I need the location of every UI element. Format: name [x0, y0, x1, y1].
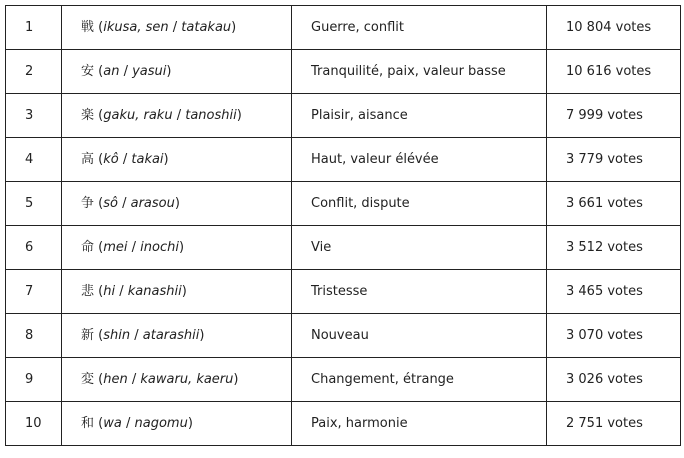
kanji-cell: 変 (hen / kawaru, kaeru) [62, 358, 292, 402]
kanji-character: 争 [81, 196, 95, 211]
kanji-cell: 和 (wa / nagomu) [62, 402, 292, 446]
votes-cell: 3 070 votes [547, 314, 681, 358]
table-row [6, 402, 681, 446]
kunyomi-reading: kawaru, kaeru [140, 372, 234, 387]
onyomi-reading: hi [103, 284, 116, 299]
kanji-character: 新 [81, 328, 95, 343]
kunyomi-reading: nagomu [134, 416, 188, 431]
onyomi-reading: wa [103, 416, 122, 431]
kunyomi-reading: yasui [132, 64, 167, 79]
table-row [6, 358, 681, 402]
kunyomi-reading: arasou [130, 196, 175, 211]
kanji-character: 和 [81, 416, 95, 431]
kanji-cell: 楽 (gaku, raku / tanoshii) [62, 94, 292, 138]
kunyomi-reading: takai [131, 152, 164, 167]
kunyomi-reading: tanoshii [185, 108, 237, 123]
rank-cell: 9 [6, 358, 62, 402]
kanji-character: 楽 [81, 108, 95, 123]
votes-cell: 3 661 votes [547, 182, 681, 226]
table-container [5, 5, 681, 446]
votes-cell: 10 804 votes [547, 6, 681, 50]
rank-cell: 10 [6, 402, 62, 446]
meaning-cell: Tranquilité, paix, valeur basse [292, 50, 547, 94]
kanji-cell: 新 (shin / atarashii) [62, 314, 292, 358]
rank-cell: 4 [6, 138, 62, 182]
kanji-character: 変 [81, 372, 95, 387]
kanji-cell: 戦 (ikusa, sen / tatakau) [62, 6, 292, 50]
votes-cell: 3 465 votes [547, 270, 681, 314]
table-row [6, 314, 681, 358]
kunyomi-reading: inochi [140, 240, 179, 255]
rank-cell: 5 [6, 182, 62, 226]
table-row [6, 182, 681, 226]
kanji-cell: 高 (kô / takai) [62, 138, 292, 182]
rank-cell: 6 [6, 226, 62, 270]
rank-cell: 2 [6, 50, 62, 94]
kunyomi-reading: tatakau [181, 20, 232, 35]
onyomi-reading: gaku, raku [103, 108, 173, 123]
meaning-cell: Changement, étrange [292, 358, 547, 402]
rank-cell: 8 [6, 314, 62, 358]
rank-cell: 7 [6, 270, 62, 314]
rank-cell: 1 [6, 6, 62, 50]
kanji-character: 命 [81, 240, 95, 255]
kanji-cell: 命 (mei / inochi) [62, 226, 292, 270]
votes-cell: 2 751 votes [547, 402, 681, 446]
kanji-cell: 悲 (hi / kanashii) [62, 270, 292, 314]
meaning-cell: Guerre, conflit [292, 6, 547, 50]
onyomi-reading: hen [103, 372, 128, 387]
onyomi-reading: sô [103, 196, 118, 211]
table-row [6, 6, 681, 50]
votes-cell: 10 616 votes [547, 50, 681, 94]
kanji-ranking-table [5, 5, 681, 446]
table-row [6, 50, 681, 94]
kanji-character: 安 [81, 64, 95, 79]
onyomi-reading: shin [103, 328, 131, 343]
kanji-cell: 安 (an / yasui) [62, 50, 292, 94]
votes-cell: 3 779 votes [547, 138, 681, 182]
onyomi-reading: ikusa, sen [103, 20, 169, 35]
meaning-cell: Haut, valeur élévée [292, 138, 547, 182]
rank-cell: 3 [6, 94, 62, 138]
table-row [6, 226, 681, 270]
kanji-character: 悲 [81, 284, 95, 299]
meaning-cell: Paix, harmonie [292, 402, 547, 446]
kanji-character: 高 [81, 152, 95, 167]
kunyomi-reading: atarashii [142, 328, 200, 343]
onyomi-reading: an [103, 64, 120, 79]
votes-cell: 7 999 votes [547, 94, 681, 138]
onyomi-reading: kô [103, 152, 119, 167]
meaning-cell: Nouveau [292, 314, 547, 358]
kunyomi-reading: kanashii [127, 284, 182, 299]
table-row [6, 270, 681, 314]
votes-cell: 3 512 votes [547, 226, 681, 270]
kanji-cell: 争 (sô / arasou) [62, 182, 292, 226]
meaning-cell: Vie [292, 226, 547, 270]
onyomi-reading: mei [103, 240, 128, 255]
meaning-cell: Plaisir, aisance [292, 94, 547, 138]
table-row [6, 94, 681, 138]
table-body [6, 6, 681, 446]
kanji-character: 戦 [81, 20, 95, 35]
table-row [6, 138, 681, 182]
meaning-cell: Conflit, dispute [292, 182, 547, 226]
meaning-cell: Tristesse [292, 270, 547, 314]
votes-cell: 3 026 votes [547, 358, 681, 402]
